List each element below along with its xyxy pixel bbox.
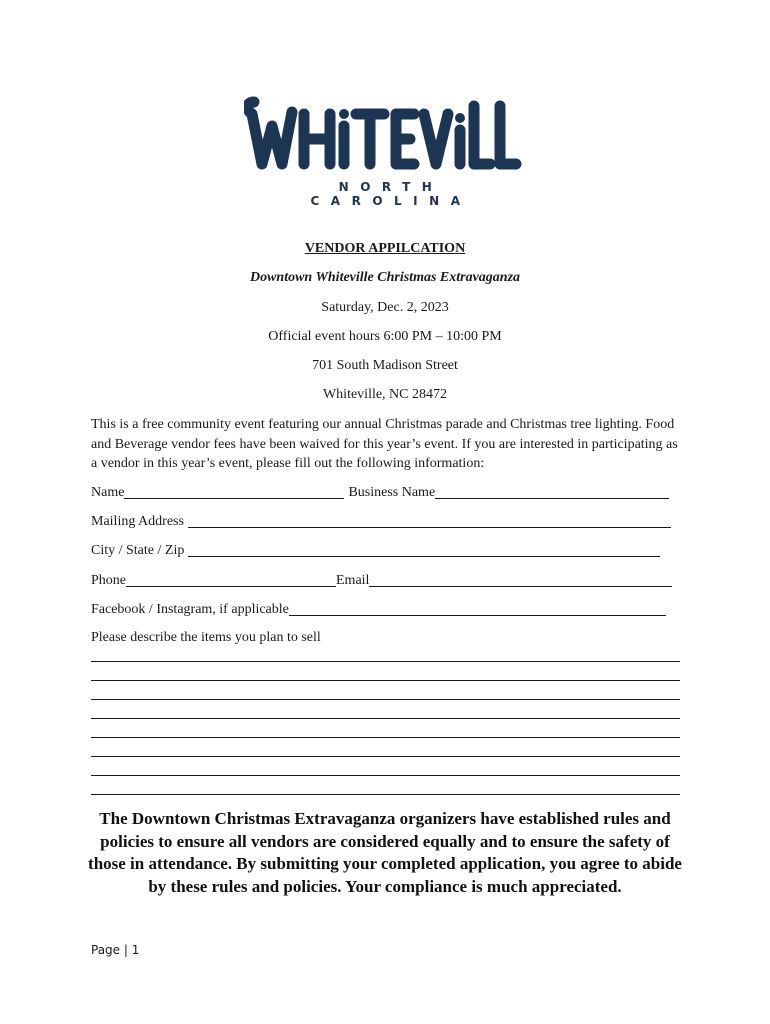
intro-paragraph: This is a free community event featuring our annual Christmas parade and Christmas tree lighting. Food and Beverage vendor fees have been waived for this year’s event. If you are interested in participating as a vendor in this year’s event, please fill out the following information: bbox=[91, 417, 678, 471]
name-field[interactable] bbox=[124, 484, 344, 499]
whiteville-logo bbox=[244, 94, 528, 208]
social-field[interactable] bbox=[289, 601, 666, 616]
describe-line-1[interactable] bbox=[91, 661, 680, 662]
event-hours: Official event hours 6:00 PM – 10:00 PM bbox=[268, 329, 502, 344]
phone-email-row bbox=[91, 571, 681, 589]
phone-label: Phone bbox=[91, 573, 126, 588]
event-city: Whiteville, NC 28472 bbox=[322, 387, 448, 402]
event-name: Downtown Whiteville Christmas Extravaganza bbox=[249, 270, 521, 285]
describe-line-2[interactable] bbox=[91, 680, 680, 681]
event-street: 701 South Madison Street bbox=[312, 358, 458, 373]
business-name-field[interactable] bbox=[435, 484, 669, 499]
describe-line-8[interactable] bbox=[91, 794, 680, 795]
city-state-zip-row bbox=[91, 541, 681, 559]
name-row bbox=[91, 483, 681, 501]
city-state-zip-field[interactable] bbox=[188, 542, 660, 557]
email-label: Email bbox=[336, 573, 370, 588]
name-label: Name bbox=[91, 485, 125, 500]
phone-field[interactable] bbox=[126, 572, 336, 587]
email-field[interactable] bbox=[369, 572, 672, 587]
logo-state-text: NORTH CAROLINA bbox=[310, 180, 472, 208]
social-label: Facebook / Instagram, if applicable bbox=[91, 602, 289, 617]
describe-line-7[interactable] bbox=[91, 775, 680, 776]
describe-line-3[interactable] bbox=[91, 699, 680, 700]
event-date: Saturday, Dec. 2, 2023 bbox=[321, 300, 449, 315]
social-row bbox=[91, 600, 681, 618]
rules-notice: The Downtown Christmas Extravaganza organizers have established rules and policies to ensure all vendors are considered equally and to ensure the safety of those in attendance. By submitting your completed application, you agree to abide by these rules and policies. Your compliance is much appreciated. bbox=[88, 809, 682, 896]
form-title: VENDOR APPILCATION bbox=[304, 241, 466, 256]
mailing-address-field[interactable] bbox=[188, 513, 671, 528]
describe-line-5[interactable] bbox=[91, 737, 680, 738]
page-number: Page | 1 bbox=[91, 943, 140, 957]
business-name-label: Business Name bbox=[348, 485, 436, 500]
describe-line-6[interactable] bbox=[91, 756, 680, 757]
describe-line-4[interactable] bbox=[91, 718, 680, 719]
describe-items-label: Please describe the items you plan to sell bbox=[91, 630, 321, 645]
mailing-address-row bbox=[91, 512, 681, 530]
city-state-zip-label: City / State / Zip bbox=[91, 543, 185, 558]
mailing-address-label: Mailing Address bbox=[91, 514, 184, 529]
